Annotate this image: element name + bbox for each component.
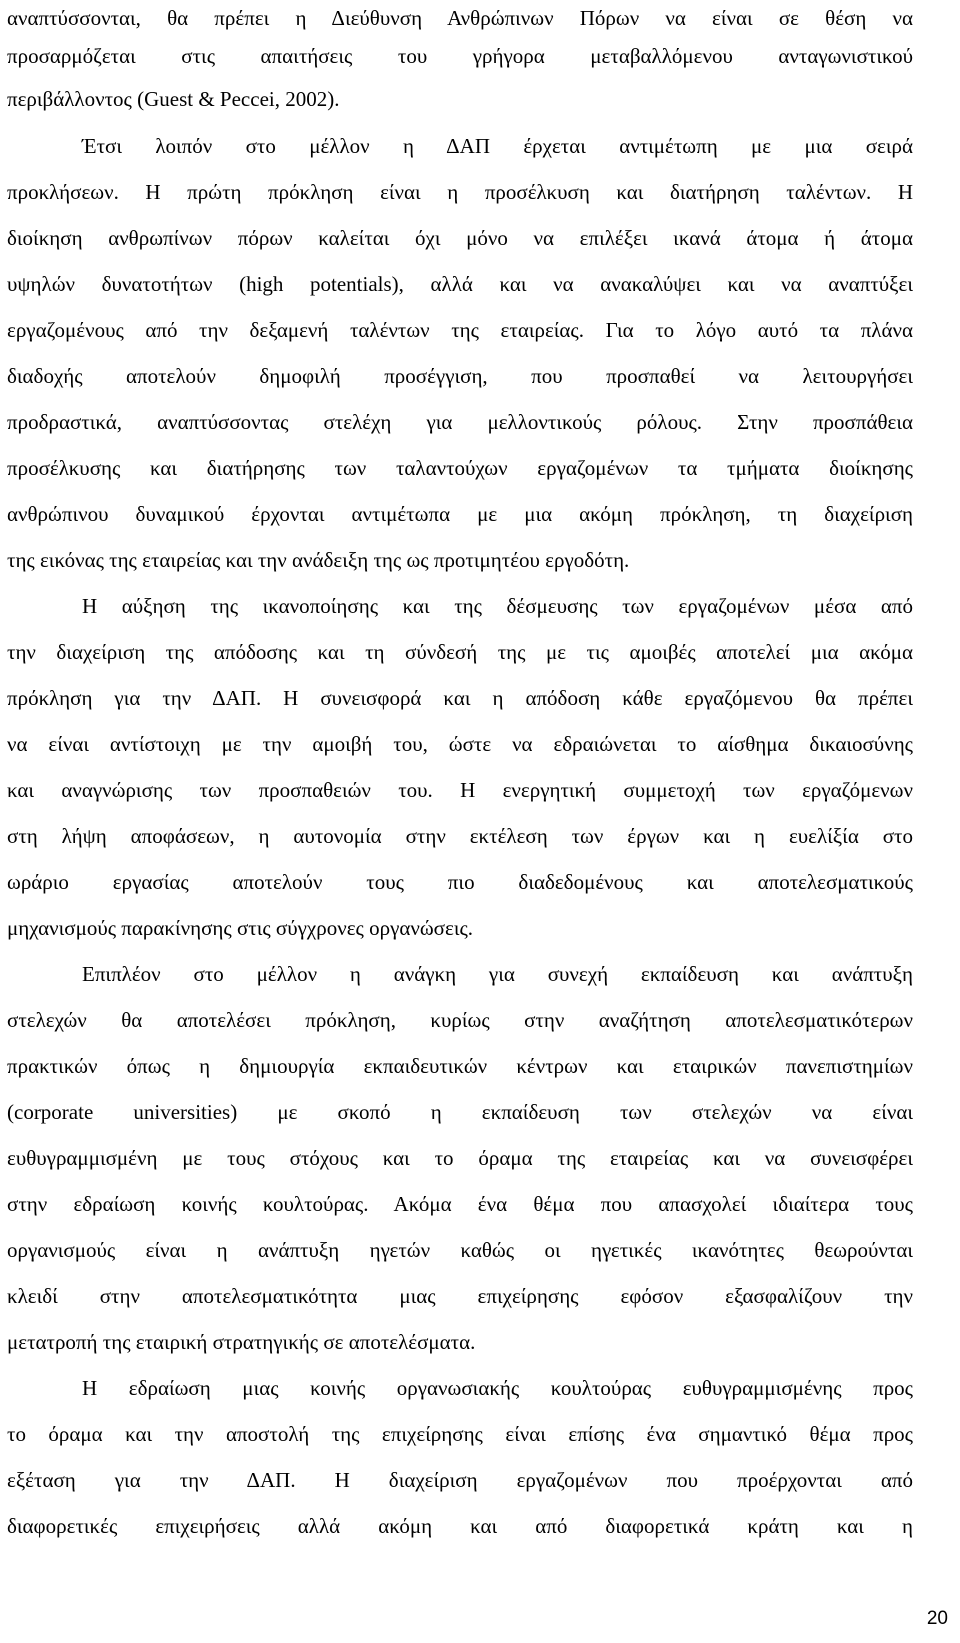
text-line: της εικόνας της εταιρείας και την ανάδειξη της ως προτιμητέου εργοδότη. [7, 548, 630, 572]
page-number: 20 [926, 1608, 948, 1629]
text-line: στελεχών θα αποτελέσει πρόκληση, κυρίως στην αναζήτηση αποτελεσματικότερων [7, 1008, 913, 1032]
text-line: πρακτικών όπως η δημιουργία εκπαιδευτικών κέντρων και εταιρικών πανεπιστημίων [7, 1054, 913, 1078]
text-line: εξέταση για την ΔΑΠ. Η διαχείριση εργαζομένων που προέρχονται από [7, 1468, 913, 1492]
text-line: προκλήσεων. Η πρώτη πρόκληση είναι η προσέλκυση και διατήρηση ταλέντων. Η [7, 180, 913, 204]
text-line: (corporate universities) με σκοπό η εκπαίδευση των στελεχών να είναι [7, 1100, 913, 1124]
text-line: περιβάλλοντος (Guest & Peccei, 2002). [7, 87, 340, 111]
text-line: το όραμα και την αποστολή της επιχείρησης είναι επίσης ένα σημαντικό θέμα προς [7, 1422, 913, 1446]
text-line: Επιπλέον στο μέλλον η ανάγκη για συνεχή εκπαίδευση και ανάπτυξη [82, 962, 913, 986]
text-line: Έτσι λοιπόν στο μέλλον η ΔΑΠ έρχεται αντιμέτωπη με μια σειρά [82, 134, 913, 158]
text-line: εργαζομένους από την δεξαμενή ταλέντων της εταιρείας. Για το λόγο αυτό τα πλάνα [7, 318, 913, 342]
text-line: στη λήψη αποφάσεων, η αυτονομία στην εκτέλεση των έργων και η ευελίξία στο [7, 824, 913, 848]
text-line: Η εδραίωση μιας κοινής οργανωσιακής κουλτούρας ευθυγραμμισμένης προς [82, 1376, 913, 1400]
text-line: διαφορετικές επιχειρήσεις αλλά ακόμη και από διαφορετικά κράτη και η [7, 1514, 913, 1538]
text-line: κλειδί στην αποτελεσματικότητα μιας επιχείρησης εφόσον εξασφαλίζουν την [7, 1284, 913, 1308]
text-line: μηχανισμούς παρακίνησης στις σύγχρονες οργανώσεις. [7, 916, 474, 940]
text-line: οργανισμούς είναι η ανάπτυξη ηγετών καθώς οι ηγετικές ικανότητες θεωρούνται [7, 1238, 913, 1262]
text-line: να είναι αντίστοιχη με την αμοιβή του, ώστε να εδραιώνεται το αίσθημα δικαιοσύνης [7, 732, 913, 756]
text-line: ανθρώπινου δυναμικού έρχονται αντιμέτωπα με μια ακόμη πρόκληση, τη διαχείριση [7, 502, 913, 526]
text-line: την διαχείριση της απόδοσης και τη σύνδεσή της με τις αμοιβές αποτελεί μια ακόμα [7, 640, 913, 664]
text-line: αναπτύσσονται, θα πρέπει η Διεύθυνση Ανθρώπινων Πόρων να είναι σε θέση να [7, 6, 913, 30]
text-line: Η αύξηση της ικανοποίησης και της δέσμευσης των εργαζομένων μέσα από [82, 594, 913, 618]
text-line: διαδοχής αποτελούν δημοφιλή προσέγγιση, που προσπαθεί να λειτουργήσει [7, 364, 913, 388]
text-line: στην εδραίωση κοινής κουλτούρας. Ακόμα ένα θέμα που απασχολεί ιδιαίτερα τους [7, 1192, 913, 1216]
text-line: προσαρμόζεται στις απαιτήσεις του γρήγορα μεταβαλλόμενου ανταγωνιστικού [7, 44, 913, 68]
text-line: διοίκηση ανθρωπίνων πόρων καλείται όχι μόνο να επιλέξει ικανά άτομα ή άτομα [7, 226, 913, 250]
text-line: προδραστικά, αναπτύσσοντας στελέχη για μελλοντικούς ρόλους. Στην προσπάθεια [7, 410, 913, 434]
text-line: μετατροπή της εταιρική στρατηγικής σε αποτελέσματα. [7, 1330, 476, 1354]
text-line: υψηλών δυνατοτήτων (high potentials), αλλά και να ανακαλύψει και να αναπτύξει [7, 272, 913, 296]
text-line: ευθυγραμμισμένη με τους στόχους και το όραμα της εταιρείας και να συνεισφέρει [7, 1146, 913, 1170]
text-line: ωράριο εργασίας αποτελούν τους πιο διαδεδομένους και αποτελεσματικούς [7, 870, 913, 894]
text-line: πρόκληση για την ΔΑΠ. Η συνεισφορά και η απόδοση κάθε εργαζόμενου θα πρέπει [7, 686, 913, 710]
text-line: προσέλκυσης και διατήρησης των ταλαντούχων εργαζομένων τα τμήματα διοίκησης [7, 456, 913, 480]
text-line: και αναγνώρισης των προσπαθειών του. Η ενεργητική συμμετοχή των εργαζόμενων [7, 778, 913, 802]
